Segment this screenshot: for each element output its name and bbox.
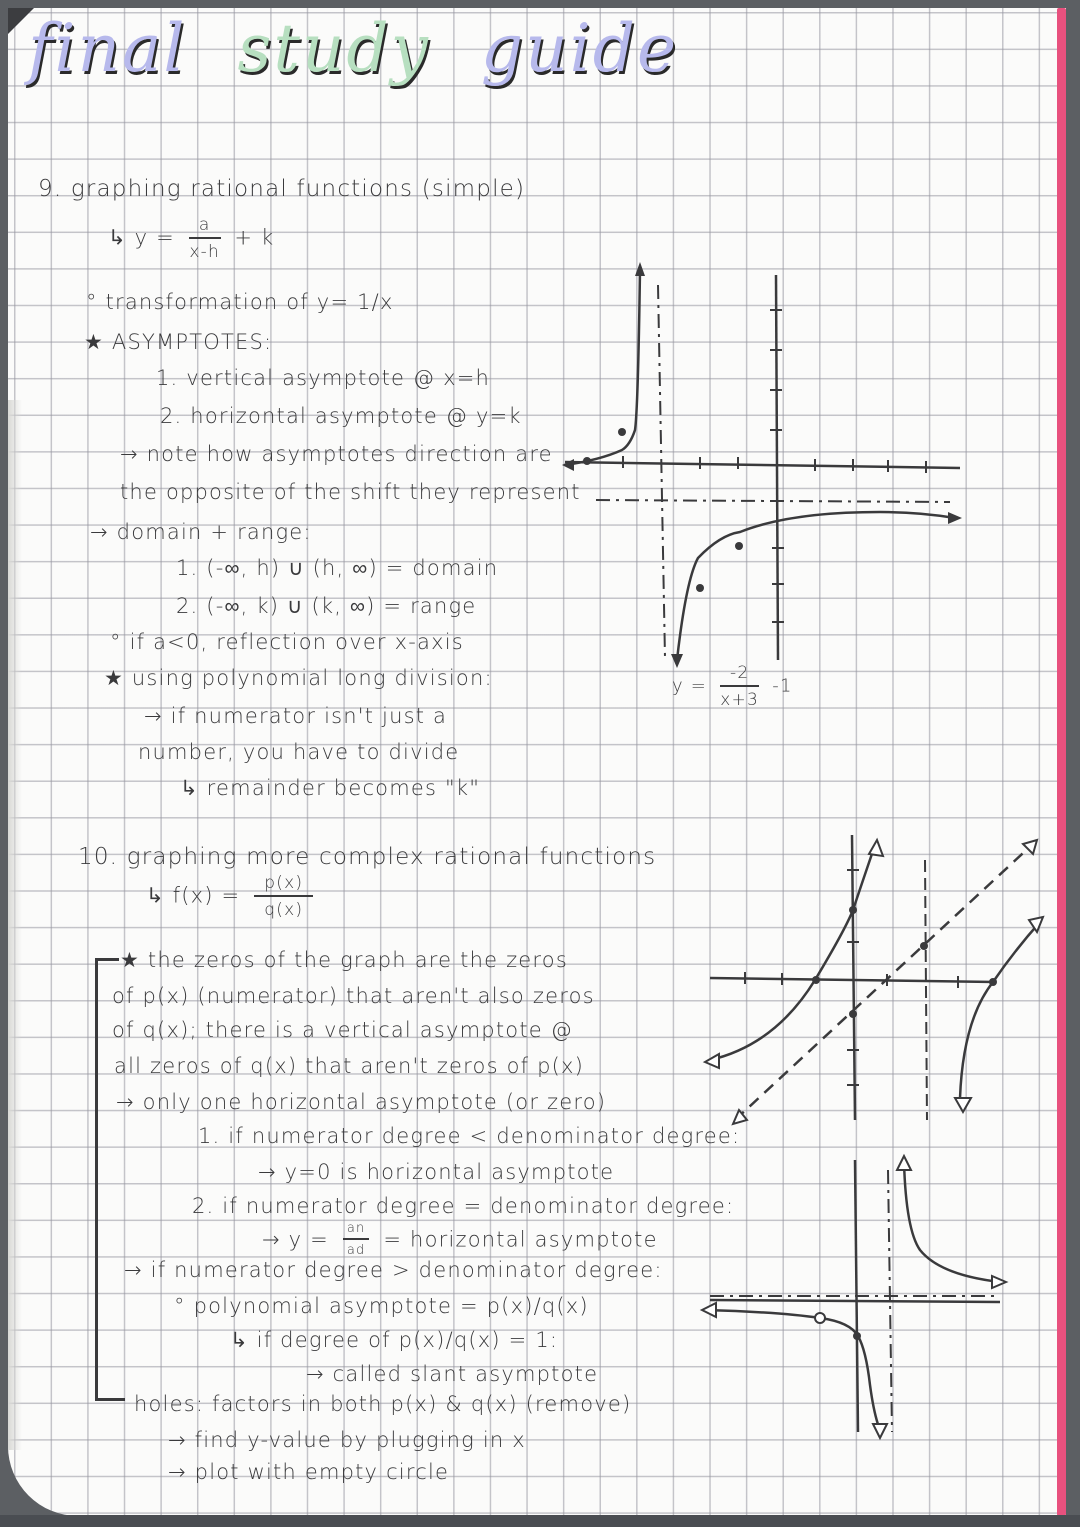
note-line: ° transformation of y= 1/x <box>86 290 394 314</box>
formula-prefix: ↳ y = <box>108 225 175 250</box>
equation-numerator: -2 <box>720 664 759 687</box>
desk-surface <box>0 1515 1080 1527</box>
note-line: ★ ASYMPTOTES: <box>84 330 273 354</box>
note-text: = horizontal asymptote <box>383 1227 658 1252</box>
bracket-arrow <box>95 1398 125 1401</box>
formula-numerator: an <box>343 1222 370 1240</box>
formula-numerator: a <box>189 216 221 239</box>
title-word-study: study <box>237 10 430 87</box>
note-line: → domain + range: <box>90 520 312 544</box>
equation-fraction <box>720 664 759 709</box>
note-line: → only one horizontal asymptote (or zero) <box>116 1090 607 1114</box>
notebook-red-edge <box>1057 8 1066 1516</box>
note-line: holes: factors in both p(x) & q(x) (remove) <box>134 1392 632 1416</box>
note-line: → called slant asymptote <box>306 1362 599 1386</box>
formula-numerator: p(x) <box>254 874 313 897</box>
note-line: of q(x); there is a vertical asymptote @ <box>112 1018 573 1042</box>
section10-heading: 10. graphing more complex rational functions <box>78 844 657 870</box>
formula-prefix: → y = <box>262 1227 329 1252</box>
note-line: the opposite of the shift they represent <box>120 480 581 504</box>
graph-slant-asymptote <box>695 830 1045 1130</box>
note-line: → find y-value by plugging in x <box>168 1428 526 1452</box>
formula-fraction <box>254 874 313 919</box>
note-line: 2. (-∞, k) ∪ (k, ∞) = range <box>176 594 477 618</box>
title-word-final: final <box>28 10 187 87</box>
graph1-equation <box>672 664 793 709</box>
note-line: 1. if numerator degree < denominator degree: <box>198 1124 741 1148</box>
formula-denominator: q(x) <box>264 899 304 920</box>
note-line: ° polynomial asymptote = p(x)/q(x) <box>174 1294 589 1318</box>
note-line: → if numerator isn't just a <box>144 704 448 728</box>
note-line: → plot with empty circle <box>168 1460 450 1484</box>
equation-denominator: x+3 <box>720 689 760 710</box>
note-line: ↳ if degree of p(x)/q(x) = 1: <box>230 1328 559 1352</box>
note-line: → note how asymptotes direction are <box>120 442 553 466</box>
note-line: → if numerator degree > denominator degree: <box>124 1258 663 1282</box>
page-binding-shadow <box>8 400 22 1450</box>
graph-simple-rational <box>560 250 970 670</box>
formula-prefix: ↳ f(x) = <box>146 883 241 908</box>
title-word-guide: guide <box>480 10 679 87</box>
note-line: ★ the zeros of the graph are the zeros <box>120 948 568 972</box>
note-line: ★ using polynomial long division: <box>104 666 493 690</box>
note-line: ↳ remainder becomes "k" <box>180 776 481 800</box>
note-line: of p(x) (numerator) that aren't also zeros <box>112 984 595 1008</box>
formula-suffix: + k <box>234 225 275 250</box>
note-line: 1. (-∞, h) ∪ (h, ∞) = domain <box>176 556 499 580</box>
note-line: 2. horizontal asymptote @ y=k <box>160 404 522 428</box>
note-line: number, you have to divide <box>138 740 460 764</box>
ha-formula-line <box>262 1222 658 1259</box>
equation-prefix: y = <box>672 675 708 697</box>
formula-fraction <box>343 1222 370 1259</box>
formula-denominator: x-h <box>189 241 220 262</box>
equation-suffix: -1 <box>772 675 793 697</box>
formula-fraction <box>189 216 221 261</box>
section9-formula <box>108 216 274 261</box>
graph-hole <box>700 1150 1010 1440</box>
note-line: → y=0 is horizontal asymptote <box>258 1160 615 1184</box>
note-line: 2. if numerator degree = denominator degree: <box>192 1194 735 1218</box>
note-line: 1. vertical asymptote @ x=h <box>156 366 491 390</box>
section9-heading: 9. graphing rational functions (simple) <box>38 176 526 202</box>
section10-formula <box>146 874 319 919</box>
formula-denominator: ad <box>346 1243 366 1259</box>
note-line: ° if a<0, reflection over x-axis <box>110 630 464 654</box>
note-line: all zeros of q(x) that aren't zeros of p(x) <box>114 1054 585 1078</box>
page-title <box>28 10 706 110</box>
